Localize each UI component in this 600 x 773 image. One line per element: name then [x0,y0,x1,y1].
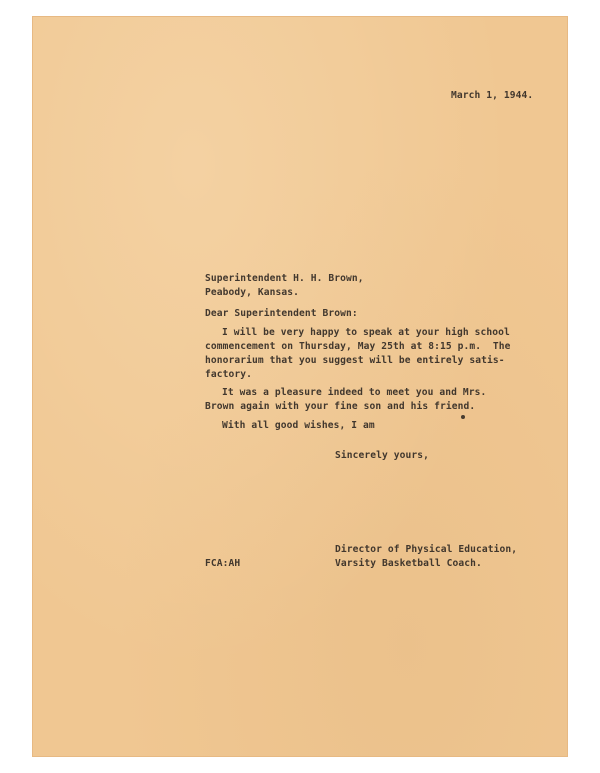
ink-speck [461,415,465,419]
complimentary-closing: Sincerely yours, [335,450,430,461]
recipient-location: Peabody, Kansas. [205,287,300,298]
salutation: Dear Superintendent Brown: [205,308,358,319]
paragraph-2-line: It was a pleasure indeed to meet you and Mrs. [222,387,487,398]
paragraph-2-line: Brown again with your fine son and his friend. [205,401,476,412]
signature-title-line-2: Varsity Basketball Coach. [335,558,482,569]
paragraph-1-line: commencement on Thursday, May 25th at 8:15 p.m. The [205,341,511,352]
paragraph-3: With all good wishes, I am [222,420,375,431]
reference-initials: FCA:AH [205,558,241,569]
paragraph-1-line: honorarium that you suggest will be entirely satis- [205,355,505,366]
signature-title-line-1: Director of Physical Education, [335,544,518,555]
letter-date: March 1, 1944. [451,90,534,101]
paragraph-1-line: I will be very happy to speak at your high school [222,327,510,338]
paragraph-1-line: factory. [205,369,253,380]
letter-page [33,17,567,756]
recipient-name: Superintendent H. H. Brown, [205,273,364,284]
